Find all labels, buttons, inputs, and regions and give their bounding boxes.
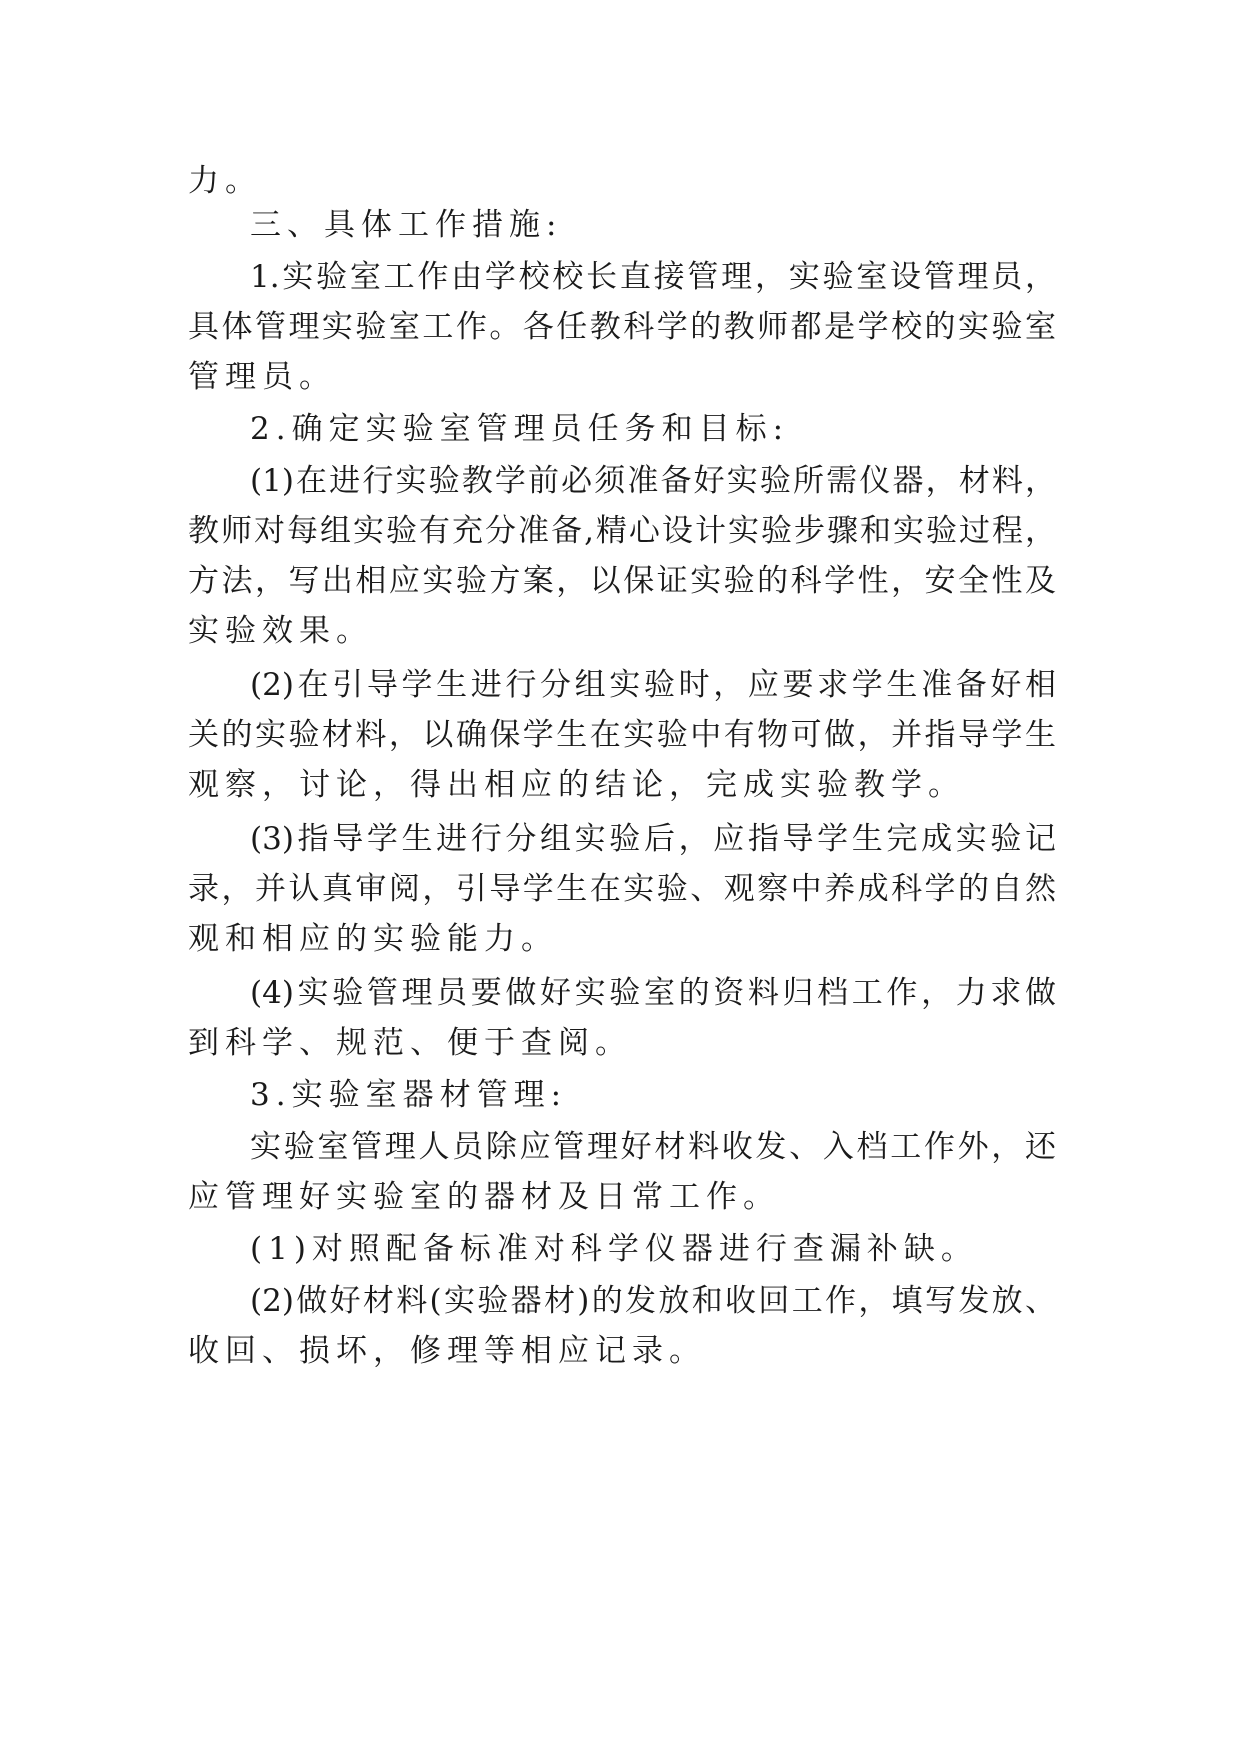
- subsection-heading: 3.实验室器材管理:: [250, 1077, 568, 1113]
- document-page: [188, 158, 1056, 1628]
- text-line: 1.实验室工作由学校校长直接管理，实验室设管理员，: [250, 259, 1056, 295]
- text-line: 实验室管理人员除应管理好材料收发、入档工作外，还: [250, 1129, 1056, 1165]
- text-line: 教师对每组实验有充分准备,精心设计实验步骤和实验过程，: [188, 513, 1056, 549]
- text-line: (3)指导学生进行分组实验后，应指导学生完成实验记: [250, 821, 1056, 857]
- text-line: 收回、损坏，修理等相应记录。: [188, 1333, 706, 1369]
- text-line: 应管理好实验室的器材及日常工作。: [188, 1179, 780, 1215]
- text-line: (1)对照配备标准对科学仪器进行查漏补缺。: [250, 1231, 978, 1267]
- text-line: (4)实验管理员要做好实验室的资料归档工作，力求做: [250, 975, 1056, 1011]
- text-line: (2)在引导学生进行分组实验时，应要求学生准备好相: [250, 667, 1056, 703]
- text-line: 管理员。: [188, 359, 336, 395]
- text-line: 实验效果。: [188, 613, 373, 649]
- section-heading: 三、具体工作措施:: [250, 207, 563, 243]
- text-line: 观和相应的实验能力。: [188, 921, 558, 957]
- text-line: 具体管理实验室工作。各任教科学的教师都是学校的实验室: [188, 309, 1056, 345]
- text-line: 到科学、规范、便于查阅。: [188, 1025, 632, 1061]
- text-line: 关的实验材料，以确保学生在实验中有物可做，并指导学生: [188, 717, 1056, 753]
- text-line: (1)在进行实验教学前必须准备好实验所需仪器，材料，: [250, 463, 1056, 499]
- subsection-heading: 2.确定实验室管理员任务和目标:: [250, 411, 790, 447]
- text-line: 力。: [188, 163, 262, 199]
- text-line: 方法，写出相应实验方案，以保证实验的科学性，安全性及: [188, 563, 1056, 599]
- text-line: 录，并认真审阅，引导学生在实验、观察中养成科学的自然: [188, 871, 1056, 907]
- text-line: 观察，讨论，得出相应的结论，完成实验教学。: [188, 767, 965, 803]
- text-line: (2)做好材料(实验器材)的发放和收回工作，填写发放、: [250, 1283, 1056, 1319]
